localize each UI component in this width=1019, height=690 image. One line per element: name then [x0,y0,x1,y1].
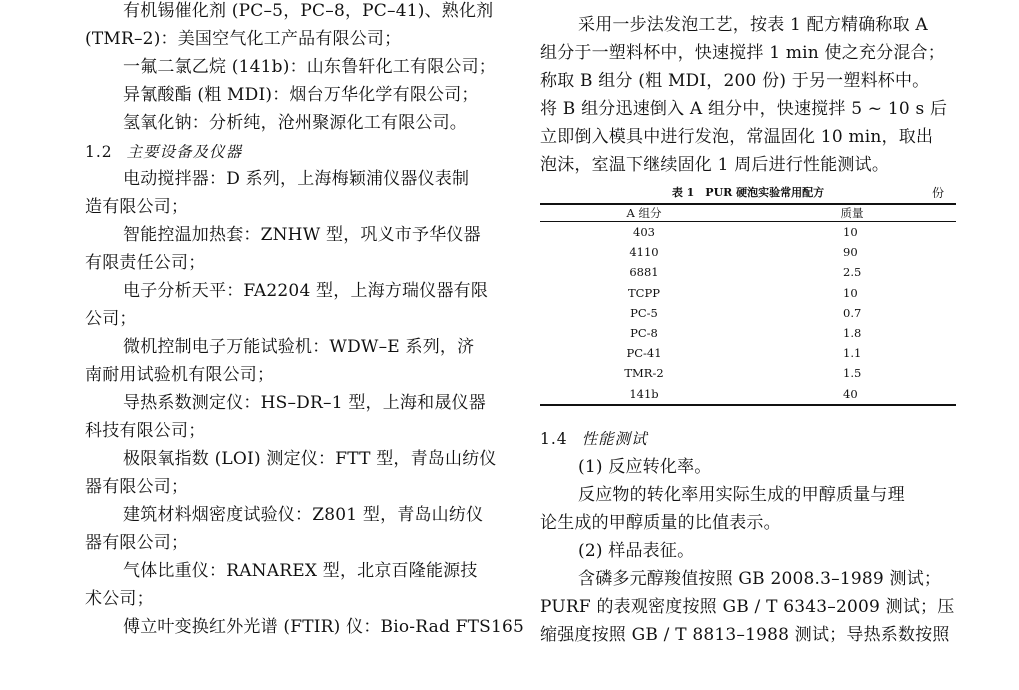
table-row [540,283,956,303]
section-number: 1.2 [85,143,113,161]
procedure-line-4: 将 B 组分迅速倒入 A 组分中，快速搅拌 5 ~ 10 s 后 [540,99,948,119]
procedure-line-1: 采用一步法发泡工艺，按表 1 配方精确称取 A [578,15,928,35]
table-row [540,363,956,383]
procedure-line-6: 泡沫，室温下继续固化 1 周后进行性能测试。 [540,155,890,175]
procedure-line-5: 立即倒入模具中进行发泡，常温固化 10 min，取出 [540,127,934,147]
equip-stirrer-line-1: 电动搅拌器：D 系列，上海梅颖浦仪器仪表制 [123,169,470,189]
cell-mass: 1.8 [843,326,862,341]
table-row [540,303,956,323]
table-unit: 份 [931,186,944,200]
equip-smoke-line-1: 建筑材料烟密度试验仪：Z801 型，青岛山纺仪 [123,505,484,525]
equip-heater-line-2: 有限责任公司； [85,253,206,273]
equip-thermal-line-1: 导热系数测定仪：HS–DR–1 型，上海和晟仪器 [123,393,486,413]
cell-component: PC-41 [626,346,662,361]
cell-component: TCPP [628,285,660,300]
header-component: A 组分 [540,204,748,222]
cell-component: TMR-2 [624,366,664,381]
table-caption: 表 1 PUR 硬泡实验常用配方 [671,186,825,199]
equip-thermal-line-2: 科技有限公司； [85,421,206,441]
cell-mass: 1.1 [843,346,862,361]
table-row [540,222,956,243]
procedure-line-3: 称取 B 组分 (粗 MDI，200 份) 于另一塑料杯中。 [540,71,930,91]
material-141b: 一氟二氯乙烷 (141b)：山东鲁轩化工有限公司； [123,57,496,77]
material-mdi: 异氰酸酯 (粗 MDI)：烟台万华化学有限公司； [123,85,479,105]
equip-gas-line-2: 术公司； [85,589,154,609]
section-title: 性能测试 [581,430,648,448]
cell-component: 403 [633,225,655,240]
formulation-table [540,203,956,406]
cell-mass: 10 [843,225,858,240]
characterization-line-3: 缩强度按照 GB / T 8813–1988 测试；导热系数按照 [540,625,950,645]
section-heading-1-4 [540,428,648,450]
equip-balance-line-1: 电子分析天平：FA2204 型，上海方瑞仪器有限 [123,281,489,301]
table-row [540,242,956,262]
header-mass: 质量 [748,204,956,222]
cell-mass: 40 [748,384,956,405]
table-row [540,384,956,405]
equip-tester-line-1: 微机控制电子万能试验机：WDW–E 系列，济 [123,337,475,357]
equip-ftir-line-1: 傅立叶变换红外光谱 (FTIR) 仪：Bio-Rad FTS165 [123,617,525,637]
cell-mass: 0.7 [843,305,862,320]
cell-mass: 90 [843,245,858,260]
test-item-2: (2) 样品表征。 [578,541,695,561]
cell-component: 6881 [629,265,659,280]
section-heading-1-2 [85,141,242,163]
table-header-row [540,204,956,222]
cell-component: PC-5 [630,305,658,320]
characterization-line-1: 含磷多元醇羧值按照 GB 2008.3–1989 测试； [578,569,942,589]
procedure-line-2: 组分于一塑料杯中，快速搅拌 1 min 使之充分混合； [540,43,945,63]
equip-tester-line-2: 南耐用试验机有限公司； [85,365,275,385]
equip-balance-line-2: 公司； [85,309,137,329]
conversion-line-2: 论生成的甲醇质量的比值表示。 [540,513,781,533]
equip-stirrer-line-2: 造有限公司； [85,197,189,217]
cell-mass: 2.5 [843,265,862,280]
test-item-1: (1) 反应转化率。 [578,457,712,477]
equip-gas-line-1: 气体比重仪：RANAREX 型，北京百隆能源技 [123,561,478,581]
cell-component: 141b [540,384,748,405]
cell-mass: 1.5 [843,366,862,381]
characterization-line-2: PURF 的表观密度按照 GB / T 6343–2009 测试；压 [540,597,955,617]
equip-heater-line-1: 智能控温加热套：ZNHW 型，巩义市予华仪器 [123,225,481,245]
equip-smoke-line-2: 器有限公司； [85,533,189,553]
table-row [540,262,956,282]
equip-loi-line-1: 极限氧指数 (LOI) 测定仪：FTT 型，青岛山纺仪 [123,449,497,469]
material-naoh: 氢氧化钠：分析纯，沧州聚源化工有限公司。 [123,113,467,133]
catalyst-line-1: 有机锡催化剂 (PC–5，PC–8，PC–41)、熟化剂 [123,1,494,21]
cell-component: 4110 [629,245,659,260]
cell-mass: 10 [843,285,858,300]
conversion-line-1: 反应物的转化率用实际生成的甲醇质量与理 [578,485,905,505]
section-title: 主要设备及仪器 [126,143,243,161]
catalyst-line-2: (TMR–2)：美国空气化工产品有限公司； [85,29,402,49]
table-row [540,343,956,363]
section-number: 1.4 [540,430,568,448]
table-row [540,323,956,343]
equip-loi-line-2: 器有限公司； [85,477,189,497]
cell-component: PC-8 [630,326,658,341]
